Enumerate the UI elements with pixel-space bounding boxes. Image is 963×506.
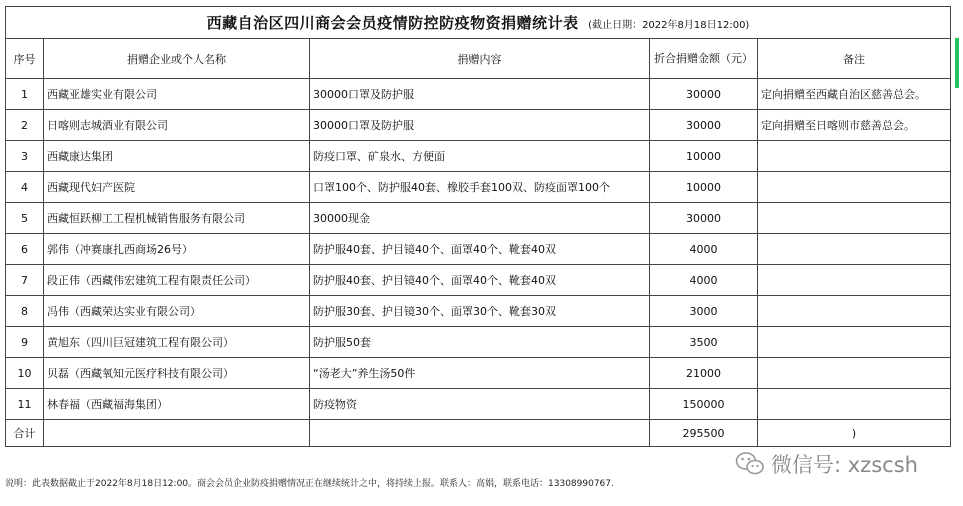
cell-seq: 7	[6, 265, 44, 296]
cell-donor: 黄旭东（四川巨冠建筑工程有限公司）	[44, 327, 310, 358]
cell-content: 30000口罩及防护服	[310, 79, 650, 110]
cell-remark	[758, 203, 951, 234]
total-amount: 295500	[650, 420, 758, 447]
cell-donor: 西藏亚雄实业有限公司	[44, 79, 310, 110]
cell-donor: 郭伟（冲赛康扎西商场26号）	[44, 234, 310, 265]
table-row	[6, 203, 951, 234]
cell-donor: 日喀则志城酒业有限公司	[44, 110, 310, 141]
scroll-indicator	[955, 38, 959, 88]
title-cell	[6, 7, 951, 39]
cell-donor: 段正伟（西藏伟宏建筑工程有限责任公司）	[44, 265, 310, 296]
cell-remark: 定向捐赠至西藏自治区慈善总会。	[758, 79, 951, 110]
cell-amount: 30000	[650, 79, 758, 110]
cell-seq: 8	[6, 296, 44, 327]
header-amount: 折合捐赠金额（元）	[650, 39, 758, 79]
cutoff-date: (截止日期：2022年8月18日12:00)	[588, 20, 750, 31]
cell-seq: 3	[6, 141, 44, 172]
table-row	[6, 141, 951, 172]
cell-content: 防疫物资	[310, 389, 650, 420]
total-label: 合计	[6, 420, 44, 447]
cell-remark	[758, 141, 951, 172]
table-row	[6, 265, 951, 296]
cell-remark	[758, 389, 951, 420]
watermark-text: 微信号: xzscsh	[771, 453, 918, 477]
header-donor: 捐赠企业或个人名称	[44, 39, 310, 79]
total-row	[6, 420, 951, 447]
cell-seq: 2	[6, 110, 44, 141]
cell-content: 防护服40套、护目镜40个、面罩40个、靴套40双	[310, 234, 650, 265]
cell-donor: 西藏恒跃柳工工程机械销售服务有限公司	[44, 203, 310, 234]
cell-donor: 冯伟（西藏荣达实业有限公司）	[44, 296, 310, 327]
cell-seq: 10	[6, 358, 44, 389]
cell-content: 防护服40套、护目镜40个、面罩40个、靴套40双	[310, 265, 650, 296]
wechat-icon	[735, 451, 765, 477]
cell-remark	[758, 358, 951, 389]
cell-amount: 3500	[650, 327, 758, 358]
header-content: 捐赠内容	[310, 39, 650, 79]
cell-content: 口罩100个、防护服40套、橡胶手套100双、防疫面罩100个	[310, 172, 650, 203]
table-row	[6, 234, 951, 265]
table-row	[6, 389, 951, 420]
cell-amount: 4000	[650, 234, 758, 265]
total-paren: )	[851, 426, 857, 440]
cell-amount: 10000	[650, 141, 758, 172]
header-row	[6, 39, 951, 79]
cell-seq: 1	[6, 79, 44, 110]
table-row	[6, 358, 951, 389]
total-empty-donor	[44, 420, 310, 447]
cell-amount: 30000	[650, 203, 758, 234]
cell-content: 防护服50套	[310, 327, 650, 358]
total-empty-content	[310, 420, 650, 447]
cell-remark: 定向捐赠至日喀则市慈善总会。	[758, 110, 951, 141]
cell-donor: 贝磊（西藏氧知元医疗科技有限公司）	[44, 358, 310, 389]
cell-amount: 3000	[650, 296, 758, 327]
table-row	[6, 110, 951, 141]
table-row	[6, 296, 951, 327]
wechat-watermark	[735, 449, 918, 479]
cell-donor: 西藏康达集团	[44, 141, 310, 172]
cell-amount: 150000	[650, 389, 758, 420]
cell-seq: 6	[6, 234, 44, 265]
cell-amount: 21000	[650, 358, 758, 389]
cell-content: 30000口罩及防护服	[310, 110, 650, 141]
cell-remark	[758, 327, 951, 358]
cell-remark	[758, 296, 951, 327]
title-row	[6, 7, 951, 39]
cell-content: 防护服30套、护目镜30个、面罩30个、靴套30双	[310, 296, 650, 327]
cell-content: “汤老大”养生汤50件	[310, 358, 650, 389]
footer-note: 说明：此表数据截止于2022年8月18日12:00。商会会员企业防疫捐赠情况正在继续统计之中，将持续上报。联系人：高娟，联系电话：13308990767.	[5, 479, 614, 489]
cell-seq: 4	[6, 172, 44, 203]
table-row	[6, 172, 951, 203]
cell-amount: 10000	[650, 172, 758, 203]
header-remark: 备注	[758, 39, 951, 79]
cell-remark	[758, 234, 951, 265]
cell-remark	[758, 172, 951, 203]
table-row	[6, 327, 951, 358]
cell-seq: 9	[6, 327, 44, 358]
donation-table	[5, 6, 951, 447]
cell-seq: 5	[6, 203, 44, 234]
cell-remark	[758, 265, 951, 296]
cell-amount: 30000	[650, 110, 758, 141]
cell-seq: 11	[6, 389, 44, 420]
cell-content: 30000现金	[310, 203, 650, 234]
cell-content: 防疫口罩、矿泉水、方便面	[310, 141, 650, 172]
cell-amount: 4000	[650, 265, 758, 296]
total-remark	[758, 420, 951, 447]
table-row	[6, 79, 951, 110]
cell-donor: 西藏现代妇产医院	[44, 172, 310, 203]
cell-donor: 林春福（西藏福海集团）	[44, 389, 310, 420]
table-title: 西藏自治区四川商会会员疫情防控防疫物资捐赠统计表	[206, 14, 579, 32]
header-seq: 序号	[6, 39, 44, 79]
